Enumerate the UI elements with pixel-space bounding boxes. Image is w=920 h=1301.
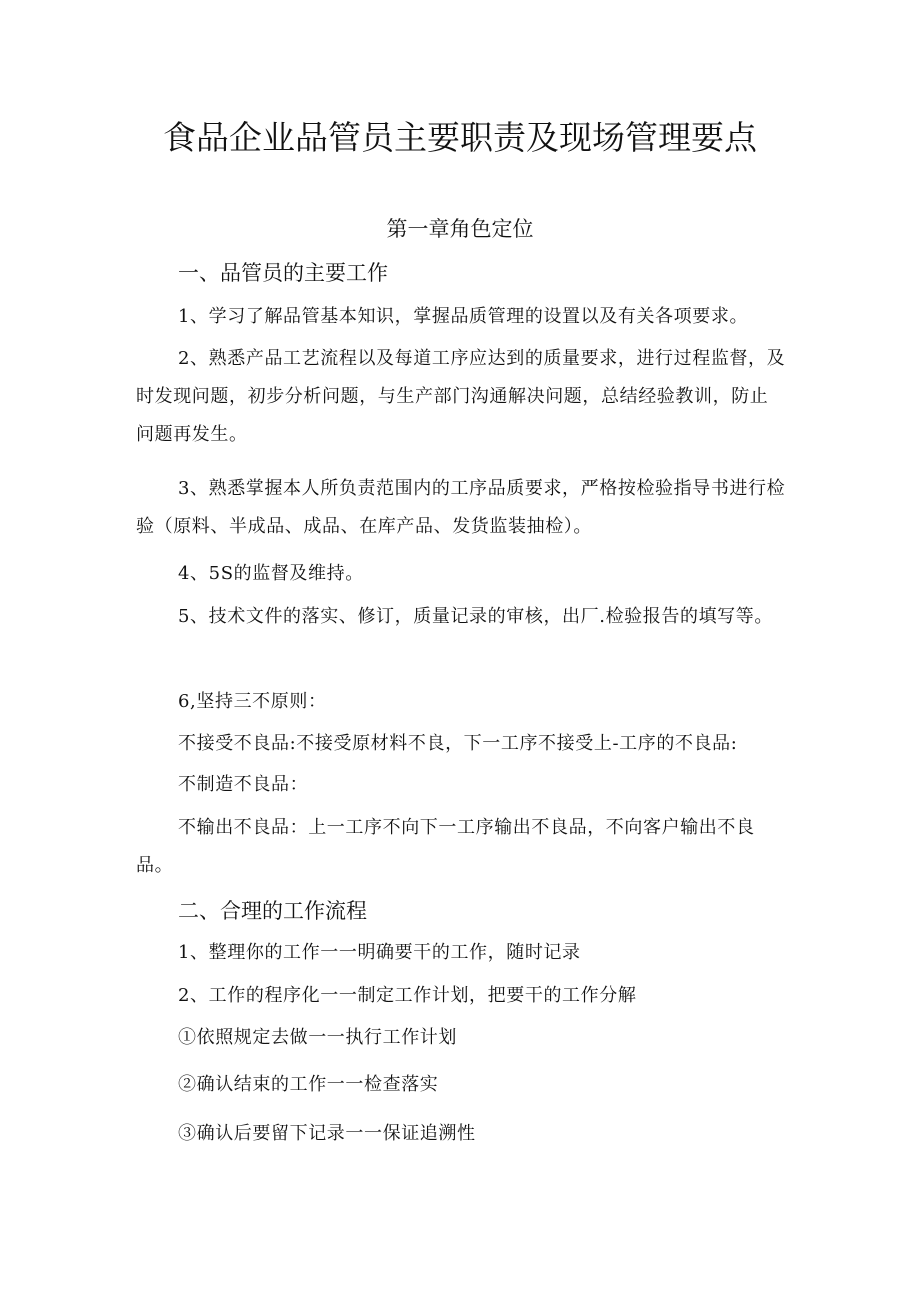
paragraph-item-1: 1、学习了解品管基本知识，掌握品质管理的设置以及有关各项要求。 [178,306,749,327]
paragraph-item-4: 4、5S的监督及维持。 [178,563,364,584]
workflow-item-2: 2、工作的程序化一一制定工作计划，把要干的工作分解 [178,985,637,1006]
principle-no-accept: 不接受不良品:不接受原材料不良，下一工序不接受上-工序的不良品: [178,733,738,754]
paragraph-item-5: 5、技术文件的落实、修订，质量记录的审核，出厂.检验报告的填写等。 [178,606,773,627]
paragraph-item-2: 2、熟悉产品工艺流程以及每道工序应达到的质量要求，进行过程监督，及时发现问题，初步分析问题，与生产部门沟通解决问题，总结经验教训，防止问题再发生。 [136,348,786,445]
principle-no-make: 不制造不良品： [178,774,309,795]
workflow-subitem-2: ②确认结束的工作一一检查落实 [178,1074,439,1095]
chapter-heading: 第一章角色定位 [386,217,534,241]
paragraph-item-3: 3、熟悉掌握本人所负责范围内的工序品质要求，严格按检验指导书进行检验（原料、半成品、成品、在库产品、发货监装抽检）。 [136,478,786,537]
principle-no-output: 不输出不良品：上一工序不向下一工序输出不良品，不向客户输出不良品。 [136,817,755,876]
workflow-subitem-3: ③确认后要留下记录一一保证追溯性 [178,1123,476,1144]
workflow-item-1: 1、整理你的工作一一明确要干的工作，随时记录 [178,942,581,963]
section-heading-workflow: 二、合理的工作流程 [178,899,367,923]
section-heading-main-work: 一、品管员的主要工作 [178,261,388,285]
workflow-subitem-1: ①依照规定去做一一执行工作计划 [178,1027,457,1048]
document-title: 食品企业品管员主要职责及现场管理要点 [163,118,757,157]
paragraph-item-6: 6,坚持三不原则： [178,691,327,712]
